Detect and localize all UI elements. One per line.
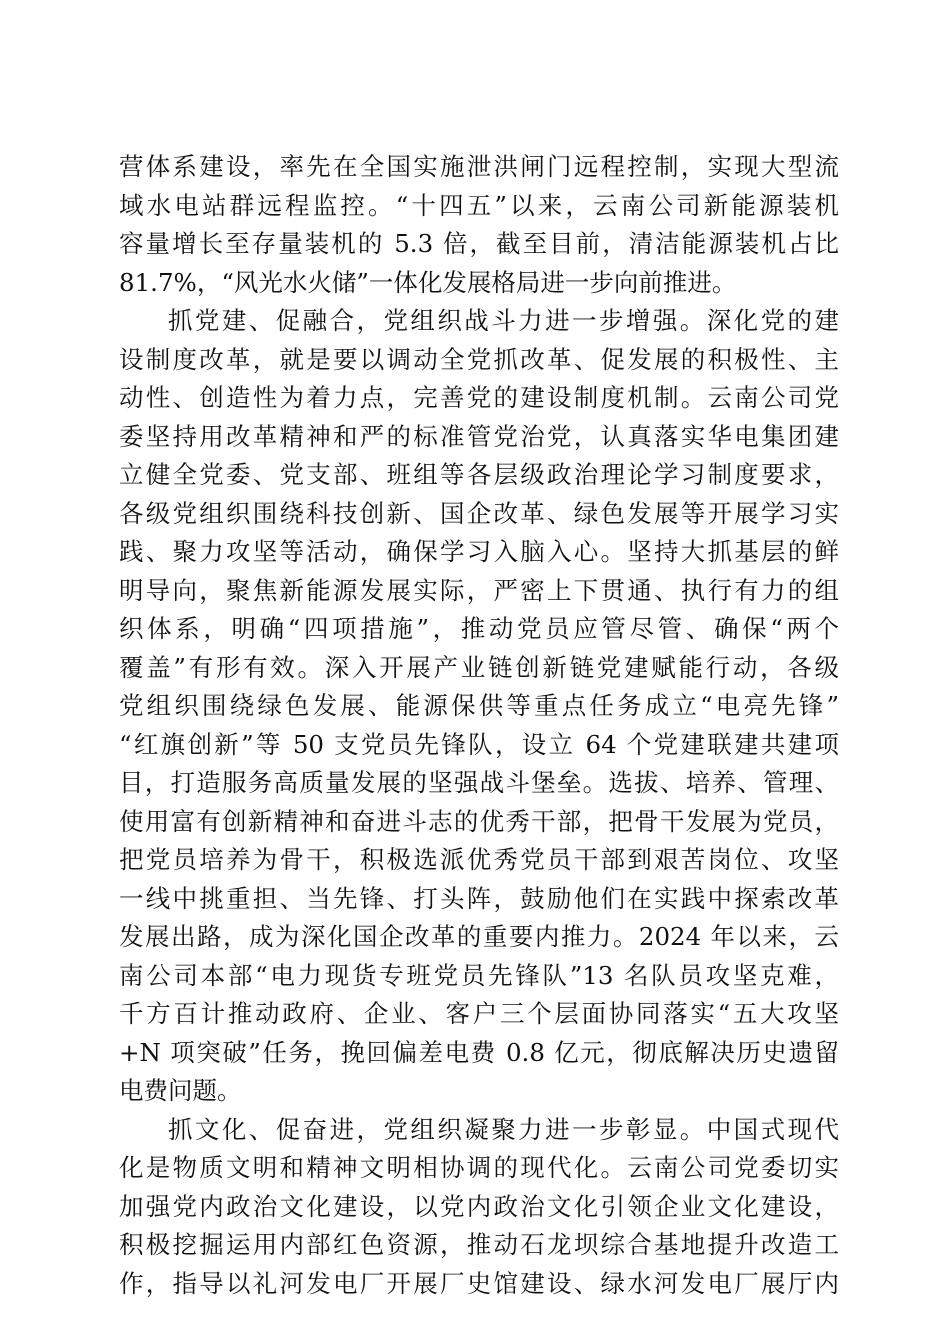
text-line: 容量增长至存量装机的 5.3 倍，截至目前，清洁能源装机占比 [119, 229, 839, 258]
text-line: 积极挖掘运用内部红色资源，推动石龙坝综合基地提升改造工 [119, 1230, 839, 1259]
text-line: 践、聚力攻坚等活动，确保学习入脑入心。坚持大抓基层的鲜 [119, 537, 839, 566]
text-line: 81.7%，“风光水火储”一体化发展格局进一步向前推进。 [119, 267, 737, 297]
text-line: 使用富有创新精神和奋进斗志的优秀干部，把骨干发展为党员， [119, 806, 839, 836]
text-line: 域水电站群远程监控。“十四五”以来，云南公司新能源装机 [119, 190, 839, 220]
text-line: 加强党内政治文化建设，以党内政治文化引领企业文化建设， [119, 1191, 839, 1221]
text-line: 把党员培养为骨干，积极选派优秀党员干部到艰苦岗位、攻坚 [119, 845, 839, 874]
text-line: 发展出路，成为深化国企改革的重要内推力。2024 年以来，云 [119, 922, 839, 951]
text-line: 覆盖”有形有效。深入开展产业链创新链党建赋能行动，各级 [119, 652, 839, 682]
text-line: 电费问题。 [119, 1076, 242, 1105]
text-line: 千方百计推动政府、企业、客户三个层面协同落实“五大攻坚 [119, 999, 839, 1028]
text-line: 委坚持用改革精神和严的标准管党治党，认真落实华电集团建 [119, 421, 839, 451]
text-line: 明导向，聚焦新能源发展实际，严密上下贯通、执行有力的组 [119, 575, 839, 605]
body-text [119, 148, 839, 1303]
text-line: “红旗创新”等 50 支党员先锋队，设立 64 个党建联建共建项 [119, 729, 839, 759]
text-line: 化是物质文明和精神文明相协调的现代化。云南公司党委切实 [119, 1153, 839, 1182]
paragraph [119, 302, 839, 1111]
text-line: 各级党组织围绕科技创新、国企改革、绿色发展等开展学习实 [119, 498, 839, 528]
text-line: 立健全党委、党支部、班组等各层级政治理论学习制度要求， [119, 460, 839, 489]
text-line: 营体系建设，率先在全国实施泄洪闸门远程控制，实现大型流 [119, 152, 839, 181]
paragraph [119, 1111, 839, 1304]
text-line: 抓党建、促融合，党组织战斗力进一步增强。深化党的建 [168, 306, 839, 335]
text-line: 目，打造服务高质量发展的坚强战斗堡垒。选拔、培养、管理、 [119, 768, 839, 797]
text-line: 作，指导以礼河发电厂开展厂史馆建设、绿水河发电厂展厅内 [119, 1268, 839, 1298]
text-line: 设制度改革，就是要以调动全党抓改革、促发展的积极性、主 [119, 344, 839, 374]
paragraph [119, 148, 839, 302]
text-line: 党组织围绕绿色发展、能源保供等重点任务成立“电亮先锋” [119, 691, 839, 720]
text-line: 动性、创造性为着力点，完善党的建设制度机制。云南公司党 [119, 383, 839, 412]
text-line: 南公司本部“电力现货专班党员先锋队”13 名队员攻坚克难， [119, 960, 839, 990]
text-line: 织体系，明确“四项措施”，推动党员应管尽管、确保“两个 [119, 614, 839, 643]
text-line: 抓文化、促奋进，党组织凝聚力进一步彰显。中国式现代 [168, 1114, 839, 1144]
text-line: 一线中挑重担、当先锋、打头阵，鼓励他们在实践中探索改革 [119, 883, 839, 913]
text-line: +N 项突破”任务，挽回偏差电费 0.8 亿元，彻底解决历史遗留 [119, 1037, 839, 1067]
